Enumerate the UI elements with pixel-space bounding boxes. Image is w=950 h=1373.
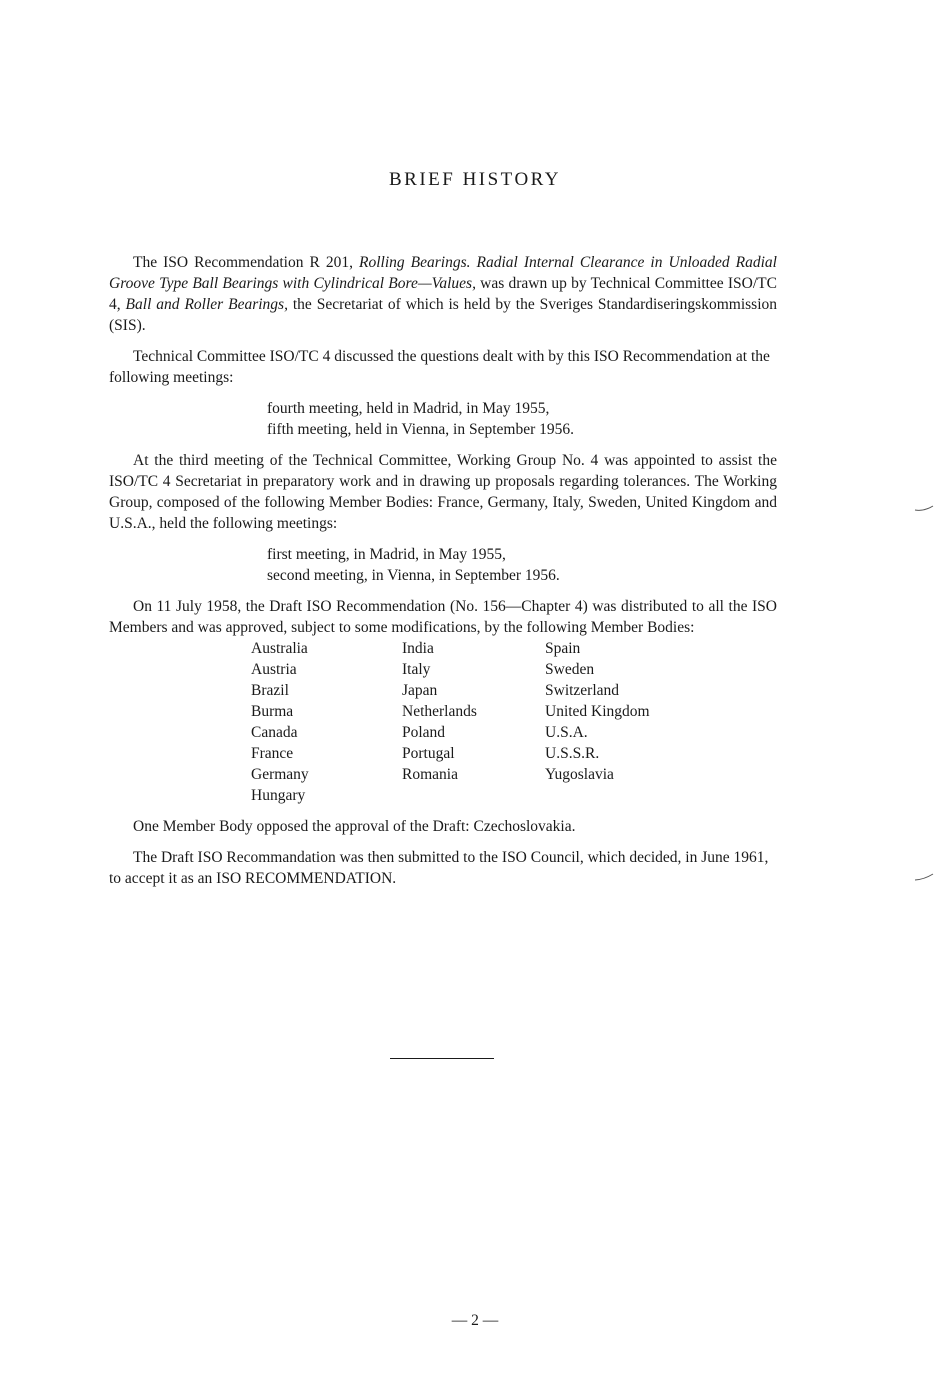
- paragraph-opposition: One Member Body opposed the approval of the Draft: Czechoslovakia.: [133, 818, 576, 835]
- section-divider: [390, 1058, 494, 1059]
- member-body: Switzerland: [545, 682, 620, 699]
- member-body: U.S.S.R.: [545, 745, 600, 762]
- meeting-item: second meeting, in Vienna, in September 1956.: [267, 567, 560, 584]
- member-body: Canada: [251, 724, 298, 741]
- member-body: U.S.A.: [545, 724, 588, 741]
- committee-title: Ball and Roller Bearings,: [125, 296, 288, 313]
- paragraph-origin: [109, 252, 777, 336]
- member-body: Romania: [402, 766, 458, 783]
- member-body: Yugoslavia: [545, 766, 614, 783]
- member-body: Japan: [402, 682, 438, 699]
- page-number: — 2 —: [451, 1312, 499, 1329]
- page-title: BRIEF HISTORY: [388, 169, 562, 190]
- document-body: [109, 252, 777, 899]
- meeting-item: first meeting, in Madrid, in May 1955,: [267, 546, 506, 563]
- member-body: Brazil: [251, 682, 289, 699]
- paragraph-tc-meetings: Technical Committee ISO/TC 4 discussed the questions dealt with by this ISO Recommendation at the following meetings:: [109, 348, 770, 386]
- member-body: France: [251, 745, 294, 762]
- recommendation-title: Rolling Bearings. Radial Internal Clearance in Unloaded Radial Groove Type Ball Bearings with Cylindrical Bore—Values,: [109, 254, 777, 292]
- member-body: Poland: [402, 724, 446, 741]
- member-body: Portugal: [402, 745, 455, 762]
- paragraph-acceptance: The Draft ISO Recommandation was then submitted to the ISO Council, which decided, in June 1961, to accept it as an ISO RECOMMENDATION.: [109, 849, 769, 887]
- member-body: Australia: [251, 640, 308, 657]
- member-body: Netherlands: [402, 703, 477, 720]
- member-column-3: [545, 638, 705, 806]
- member-body: United Kingdom: [545, 703, 650, 720]
- member-bodies-table: [251, 638, 777, 806]
- member-body: Germany: [251, 766, 309, 783]
- member-body: Spain: [545, 640, 581, 657]
- member-column-1: [251, 638, 402, 806]
- origin-text-2: was drawn up by Technical Committee ISO/TC 4,: [109, 275, 777, 313]
- meeting-item: fourth meeting, held in Madrid, in May 1955,: [267, 400, 550, 417]
- origin-text-1: The ISO Recommendation R 201,: [133, 254, 359, 271]
- tc-meetings-list: [267, 398, 777, 440]
- margin-tick-mark: [914, 504, 934, 512]
- paragraph-draft-distribution: On 11 July 1958, the Draft ISO Recommendation (No. 156—Chapter 4) was distributed to all the ISO Members and was approved, subject to some modifications, by the following Member Bodies:: [109, 598, 777, 636]
- member-body: Austria: [251, 661, 297, 678]
- origin-text-3: the Secretariat of which is held by the Sveriges Standardiseringskommission (SIS).: [109, 296, 778, 334]
- member-body: Burma: [251, 703, 294, 720]
- member-body: Hungary: [251, 787, 306, 804]
- member-column-2: [402, 638, 545, 806]
- wg-meetings-list: [267, 544, 777, 586]
- meeting-item: fifth meeting, held in Vienna, in September 1956.: [267, 421, 574, 438]
- paragraph-working-group: At the third meeting of the Technical Committee, Working Group No. 4 was appointed to assist the ISO/TC 4 Secretariat in preparatory work and in drawing up proposals regarding tolerances. The Working Group, composed of the following Member Bodies: France, Germany, Italy, Sweden, United Kingdom and U.S.A., held the following meetings:: [109, 452, 777, 532]
- member-body: India: [402, 640, 434, 657]
- member-body: Sweden: [545, 661, 595, 678]
- margin-tick-mark: [914, 873, 934, 881]
- member-body: Italy: [402, 661, 431, 678]
